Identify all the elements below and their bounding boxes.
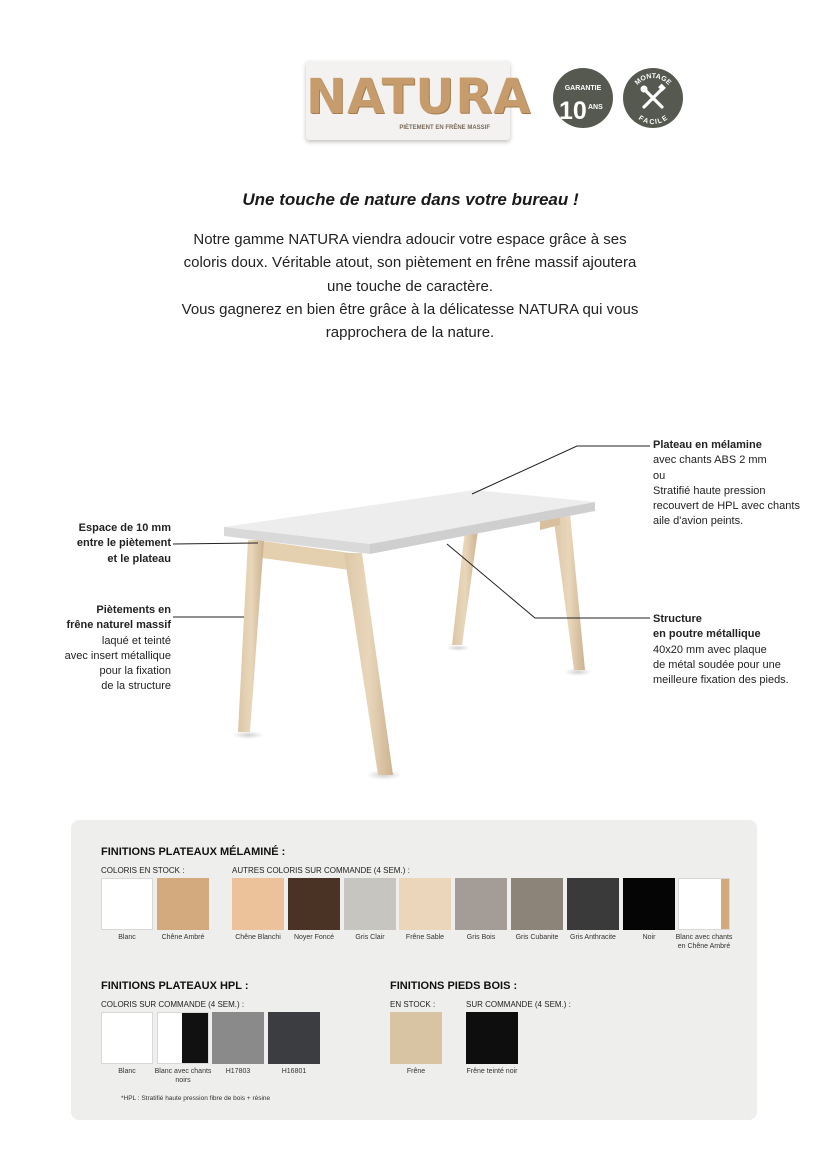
annotation-title: Piètements en (96, 604, 171, 616)
guarantee-unit: ANS (588, 104, 603, 111)
svg-text:MONTAGE (634, 73, 672, 87)
swatch-label: Gris Anthracite (570, 934, 616, 941)
swatch-label: Noir (642, 934, 656, 941)
swatch-label: Frêne Sable (405, 934, 445, 941)
swatch-label: Gris Bois (466, 934, 496, 941)
swatch-label: Blanc (118, 934, 136, 941)
intro-line: rapprochera de la nature. (325, 324, 495, 342)
hpl-order-label: COLORIS SUR COMMANDE (4 SEM.) : (101, 1000, 245, 1009)
swatch-hpl-blanc (101, 1012, 153, 1064)
intro-line: une touche de caractère. (327, 277, 493, 295)
back-right-leg (553, 514, 585, 670)
back-left-leg (452, 530, 478, 645)
leg-shadow (232, 731, 264, 739)
swatch-label: Gris Clair (355, 934, 385, 941)
annotation-title: frêne naturel massif (66, 619, 171, 632)
swatch-label: Blanc (118, 1068, 136, 1075)
swatch-noir (623, 878, 675, 930)
melamine-title: FINITIONS PLATEAUX MÉLAMINÉ : (101, 846, 286, 858)
annotation-title: Espace de 10 mm (78, 522, 171, 534)
swatch-label: H17803 (225, 1068, 251, 1075)
annotation-structure (653, 612, 789, 688)
swatch-label: Frêne (406, 1068, 426, 1075)
swatch-gris-bois (455, 878, 507, 930)
swatch-label: Noyer Foncé (293, 934, 335, 941)
swatch-blanc-chants-chene (678, 878, 730, 930)
swatch-frene-sable (399, 878, 451, 930)
annotation-line: ou (653, 469, 666, 482)
swatch-frene (390, 1012, 442, 1064)
assembly-label-top: MONTAGE (633, 72, 673, 87)
melamine-stock-label: COLORIS EN STOCK : (101, 866, 185, 875)
melamine-order-label: AUTRES COLORIS SUR COMMANDE (4 SEM.) : (232, 866, 410, 875)
annotation-title: Plateau en mélamine (653, 439, 762, 451)
swatch-hpl-h17803 (212, 1012, 264, 1064)
swatch-gris-clair (344, 878, 396, 930)
annotation-title: Structure (653, 613, 702, 625)
swatch-frene-teinte-noir (466, 1012, 518, 1064)
annotation-line: avec chants ABS 2 mm (653, 454, 767, 467)
annotation-line: de métal soudée pour une (653, 658, 781, 671)
intro-paragraph (140, 228, 680, 344)
swatch-label: Gris Cubanite (515, 934, 559, 941)
swatch-label: H16801 (281, 1068, 307, 1075)
swatch-blanc (101, 878, 153, 930)
leg-shadow (446, 645, 470, 651)
swatch-noyer-fonce (288, 878, 340, 930)
annotation-line: avec insert métallique (64, 649, 171, 662)
annotation-title: et le plateau (107, 552, 171, 565)
annotation-line: Stratifié haute pression (653, 484, 766, 497)
annotation-line: meilleure fixation des pieds. (653, 674, 789, 687)
annotation-title: entre le piètement (76, 537, 171, 550)
swatch-label: Blanc avec chants noirs (154, 1068, 212, 1084)
swatch-hpl-h16801 (268, 1012, 320, 1064)
front-left-leg (238, 540, 264, 732)
swatch-gris-cubanite (511, 878, 563, 930)
pieds-order-label: SUR COMMANDE (4 SEM.) : (466, 1000, 571, 1009)
logo-subtitle: PIÈTEMENT EN FRÊNE MASSIF (399, 125, 490, 131)
svg-text:FACILE (637, 115, 669, 126)
annotation-line: 40x20 mm avec plaque (653, 643, 767, 656)
swatch-hpl-blanc-chants-noirs (157, 1012, 209, 1064)
hpl-title: FINITIONS PLATEAUX HPL : (101, 980, 249, 992)
intro-line: Notre gamme NATURA viendra adoucir votre espace grâce à ses (193, 231, 627, 248)
hpl-footnote: *HPL : Stratifié haute pression fibre de bois + résine (121, 1095, 271, 1102)
annotation-title: en poutre métallique (653, 628, 761, 641)
callout-line-structure (447, 544, 650, 618)
annotation-line: laqué et teinté (101, 634, 171, 647)
annotation-espace (20, 521, 171, 567)
annotation-plateau (653, 438, 800, 530)
callout-line-espace (173, 543, 258, 544)
pieds-title: FINITIONS PIEDS BOIS : (390, 980, 518, 992)
front-right-leg (344, 553, 393, 775)
swatch-chene-ambre (157, 878, 209, 930)
easy-assembly-badge (623, 68, 683, 128)
annotation-line: de la structure (101, 680, 171, 693)
pieds-stock-label: EN STOCK : (390, 1000, 436, 1009)
intro-line: coloris doux. Véritable atout, son piètement en frêne massif ajoutera (183, 254, 637, 272)
intro-line: Vous gagnerez en bien être grâce à la délicatesse NATURA qui vous (181, 300, 639, 318)
natura-logo (306, 61, 532, 140)
annotation-pietements (20, 603, 171, 695)
swatch-label: Frêne teinté noir (466, 1068, 518, 1075)
assembly-label-bottom: FACILE (637, 114, 669, 127)
swatch-label: Chêne Ambré (161, 934, 205, 941)
annotation-line: pour la fixation (99, 665, 171, 678)
callout-line-plateau (472, 446, 650, 494)
logo-word: NATURA (306, 69, 532, 125)
swatch-label: Chêne Blanchi (235, 934, 281, 941)
annotation-line: aile d'avion peints. (653, 515, 744, 528)
guarantee-label: GARANTIE (564, 85, 602, 92)
page-headline: Une touche de nature dans votre bureau ! (242, 190, 579, 209)
swatch-label: Blanc avec chants en Chêne Ambré (675, 934, 733, 950)
guarantee-badge (553, 68, 613, 128)
assembly-tools-icon (623, 68, 683, 128)
swatch-gris-anthracite (567, 878, 619, 930)
annotation-line: recouvert de HPL avec chants (653, 500, 800, 513)
swatch-chene-blanchi (232, 878, 284, 930)
guarantee-number: 10 (559, 97, 587, 125)
